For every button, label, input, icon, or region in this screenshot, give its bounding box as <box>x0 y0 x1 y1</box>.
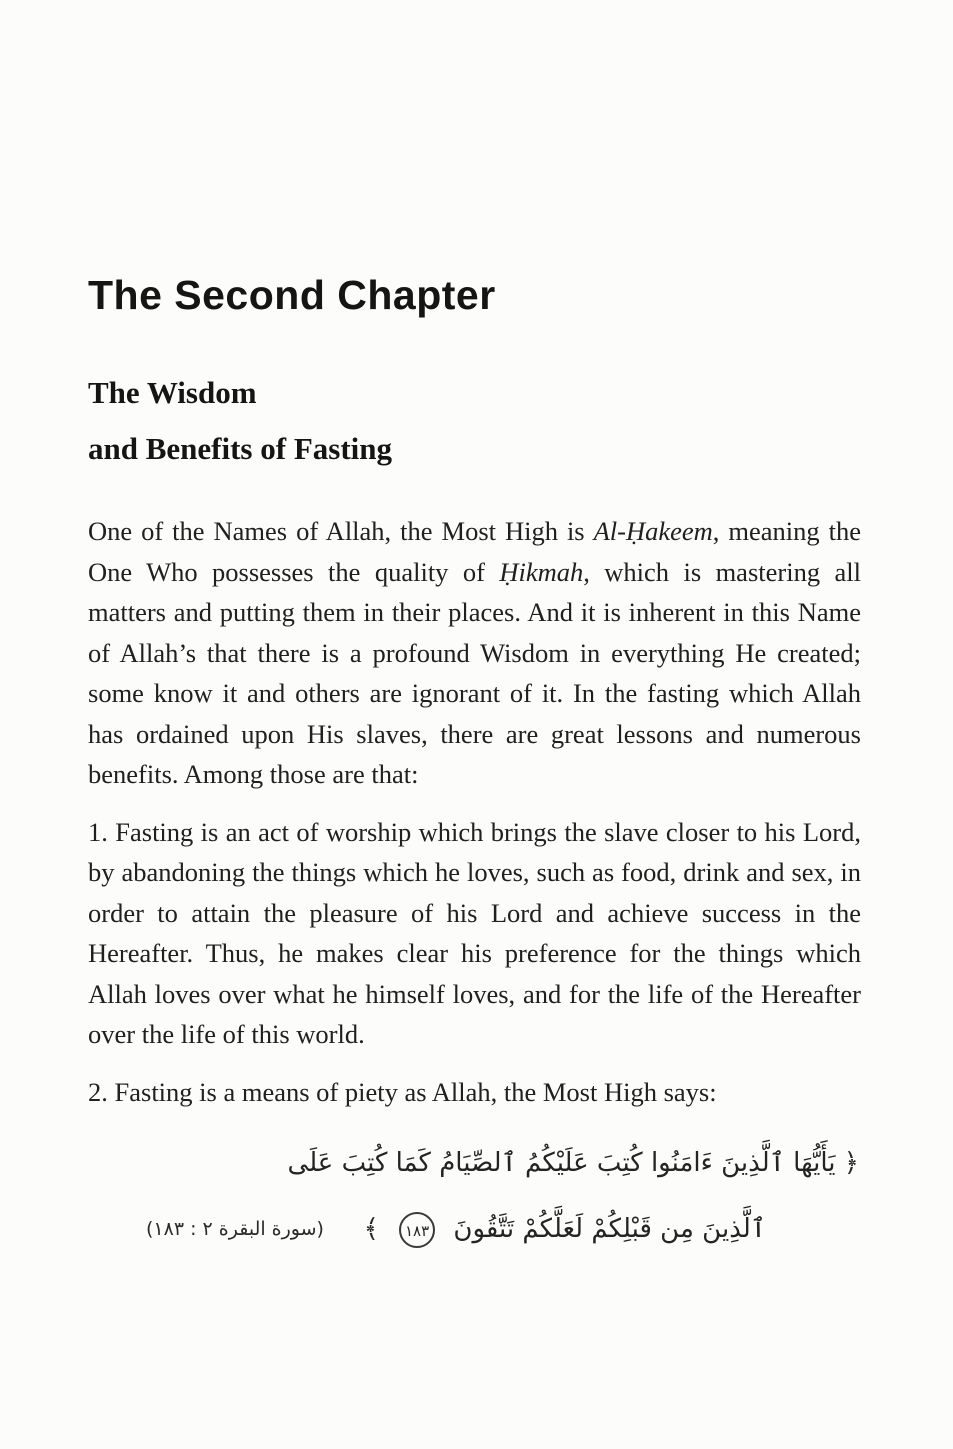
term-hikmah: Ḥikmah <box>499 556 584 587</box>
verse-reference: (سورة البقرة ٢ : ١٨٣) <box>146 1218 324 1240</box>
term-al-hakeem: Al-Ḥakeem <box>593 516 713 546</box>
quran-verse-line-2-row <box>88 1198 861 1260</box>
intro-paragraph <box>88 511 861 795</box>
intro-text-e: , which is mastering all matters and putting them in their places. And it is inherent in this Name of Allah’s that there is a profound Wisdom in everything He created; some know it and others are ignorant of it. In the fasting which Allah has ordained upon His slaves, there are great lessons and numerous benefits. Among those are that: <box>88 556 861 789</box>
chapter-subtitle <box>88 365 861 477</box>
quran-verse-line-1: ﴿ يَأَيُّهَا ٱلَّذِينَ ءَامَنُوا كُتِبَ عَلَيْكُمُ ٱلصِّيَامُ كَمَا كُتِبَ عَلَى <box>287 1148 859 1178</box>
verse-closing-ornament: ﴾ <box>363 1214 379 1244</box>
benefit-2-paragraph: 2. Fasting is a means of piety as Allah, the Most High says: <box>88 1076 717 1107</box>
quran-verse-block <box>88 1132 861 1260</box>
benefit-1-paragraph: 1. Fasting is an act of worship which brings the slave closer to his Lord, by abandoning the things which he loves, such as food, drink and sex, in order to attain the pleasure of his Lord and achieve success in the Hereafter. Thus, he makes clear his preference for the things which Allah loves over what he himself loves, and for the life of the Hereafter over the life of this world. <box>88 816 861 1049</box>
intro-text-c: , meaning the One Who possesses the quality of <box>88 516 861 587</box>
chapter-title: The Second Chapter <box>88 272 496 318</box>
ayah-number-badge: ١٨٣ <box>399 1212 435 1248</box>
intro-text-a: One of the Names of Allah, the Most High is <box>88 516 594 546</box>
quran-verse-line-2: ٱلَّذِينَ مِن قَبْلِكُمْ لَعَلَّكُمْ تَتَّقُونَ <box>453 1214 766 1244</box>
subtitle-line-1: The Wisdom <box>88 375 257 410</box>
body-text <box>88 511 861 1112</box>
subtitle-line-2: and Benefits of Fasting <box>88 431 392 466</box>
